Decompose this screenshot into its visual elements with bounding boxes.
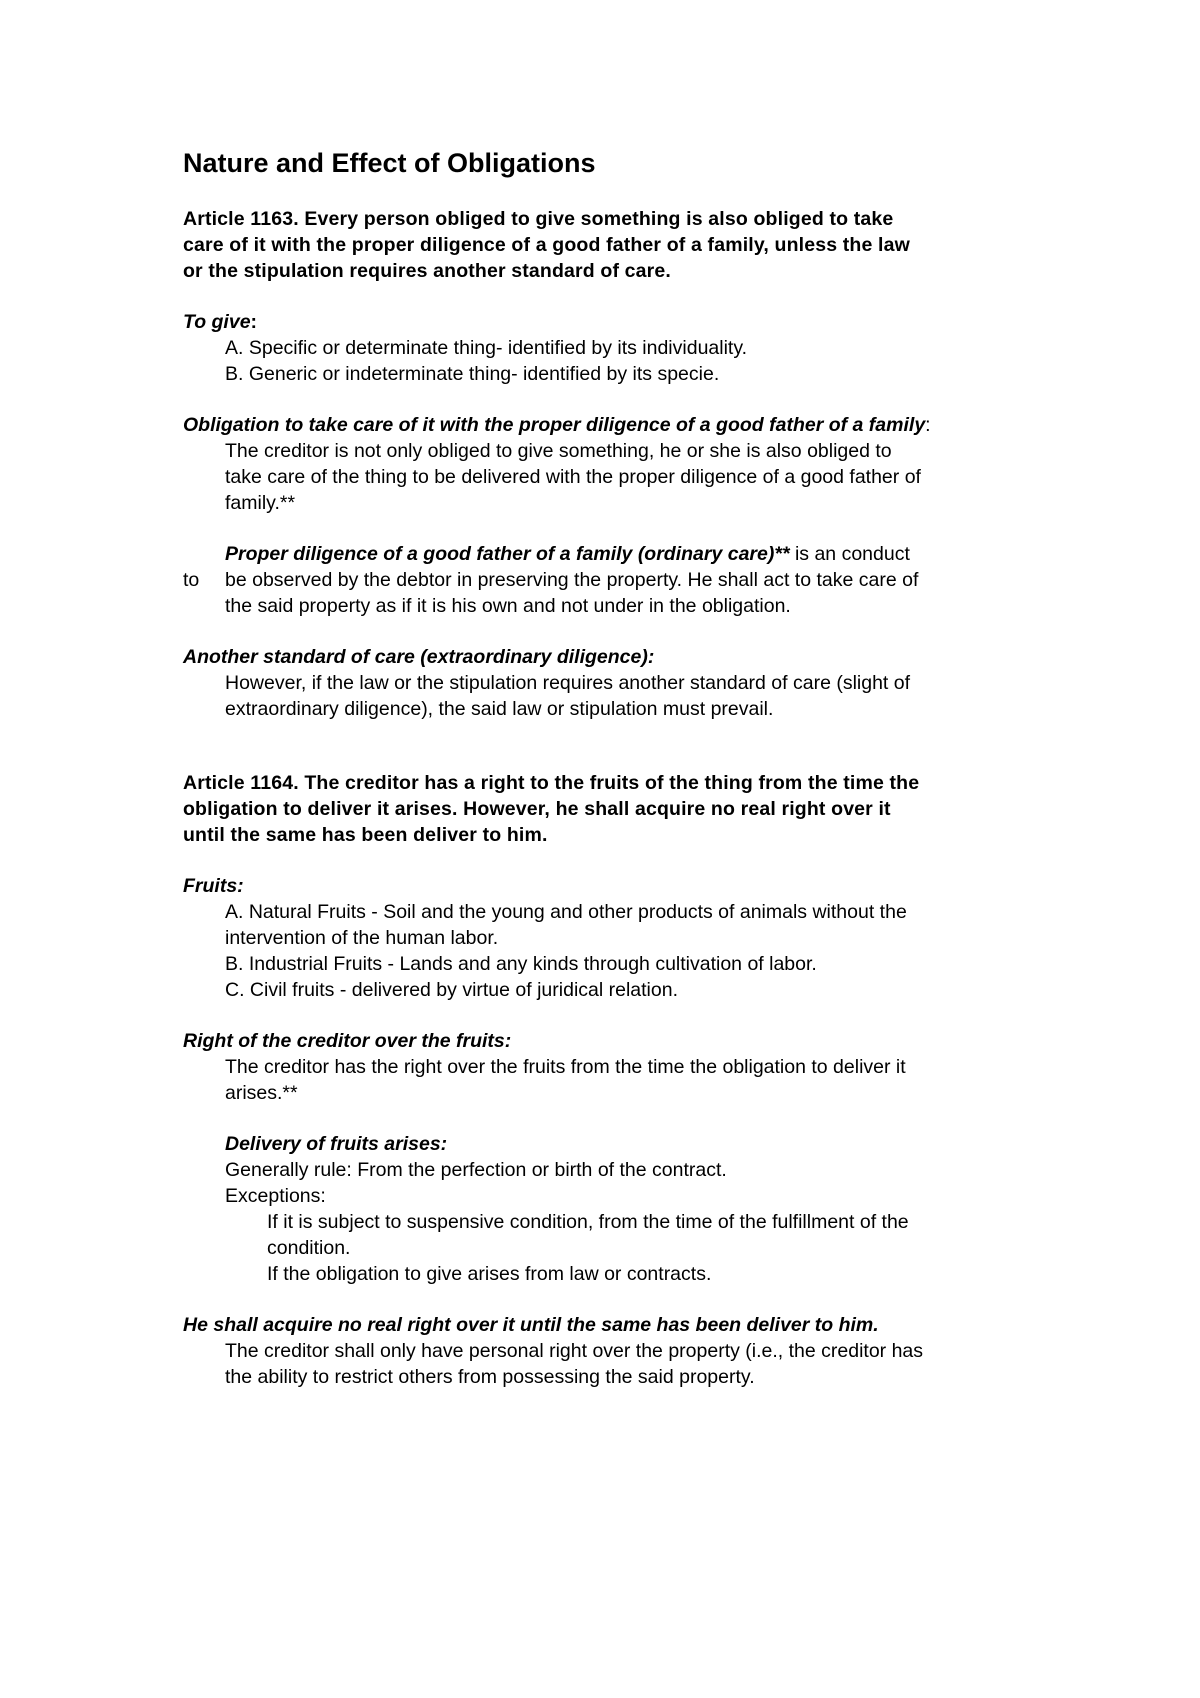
delivery-exception-1: If it is subject to suspensive condition, from the time of the fulfillment of the (267, 1211, 909, 1233)
no-real-right-line-1: The creditor shall only have personal right over the property (i.e., the creditor has (225, 1340, 924, 1362)
no-real-right-heading: He shall acquire no real right over it until the same has been deliver to him. (183, 1314, 879, 1336)
fruits-heading: Fruits: (183, 875, 244, 897)
proper-diligence-hang-word: to (183, 569, 200, 591)
obligation-care-heading (183, 412, 931, 438)
article-1163-line-2: care of it with the proper diligence of a good father of a family, unless the law (183, 234, 910, 256)
to-give-heading (183, 309, 257, 335)
delivery-line-1: Generally rule: From the perfection or birth of the contract. (225, 1159, 727, 1181)
delivery-exception-2: condition. (267, 1237, 351, 1259)
delivery-heading: Delivery of fruits arises: (225, 1133, 448, 1155)
article-1164-line-1: Article 1164. The creditor has a right to the fruits of the thing from the time the (183, 772, 920, 794)
proper-diligence-rest: is an conduct (789, 543, 910, 565)
page-title: Nature and Effect of Obligations (183, 148, 596, 178)
obligation-care-heading-colon: : (925, 414, 931, 436)
no-real-right-line-2: the ability to restrict others from possessing the said property. (225, 1366, 755, 1388)
to-give-item-a: A. Specific or determinate thing- identified by its individuality. (225, 337, 748, 359)
another-standard-heading: Another standard of care (extraordinary diligence): (183, 646, 655, 668)
proper-diligence-line-2: be observed by the debtor in preserving the property. He shall act to take care of (225, 569, 919, 591)
right-creditor-line-2: arises.** (225, 1082, 298, 1104)
article-1164-line-3: until the same has been deliver to him. (183, 824, 548, 846)
article-1163-line-3: or the stipulation requires another standard of care. (183, 260, 671, 282)
proper-diligence-term: Proper diligence of a good father of a family (ordinary care)** (225, 543, 790, 565)
to-give-heading-colon: : (250, 311, 258, 333)
fruits-line-3: B. Industrial Fruits - Lands and any kinds through cultivation of labor. (225, 953, 817, 975)
proper-diligence-line-1 (225, 541, 910, 567)
to-give-heading-text: To give (183, 311, 251, 333)
delivery-line-2: Exceptions: (225, 1185, 326, 1207)
article-1163-line-1: Article 1163. Every person obliged to give something is also obliged to take (183, 208, 894, 230)
another-standard-line-1: However, if the law or the stipulation requires another standard of care (slight of (225, 672, 911, 694)
fruits-line-4: C. Civil fruits - delivered by virtue of juridical relation. (225, 979, 678, 1001)
to-give-item-b: B. Generic or indeterminate thing- identified by its specie. (225, 363, 720, 385)
fruits-line-2: intervention of the human labor. (225, 927, 499, 949)
article-1164-line-2: obligation to deliver it arises. However, he shall acquire no real right over it (183, 798, 891, 820)
obligation-care-line-2: take care of the thing to be delivered with the proper diligence of a good father of (225, 466, 921, 488)
right-creditor-line-1: The creditor has the right over the fruits from the time the obligation to deliver it (225, 1056, 906, 1078)
another-standard-line-2: extraordinary diligence), the said law or stipulation must prevail. (225, 698, 774, 720)
right-creditor-heading: Right of the creditor over the fruits: (183, 1030, 512, 1052)
obligation-care-line-1: The creditor is not only obliged to give something, he or she is also obliged to (225, 440, 892, 462)
obligation-care-heading-text: Obligation to take care of it with the proper diligence of a good father of a family (183, 414, 926, 436)
obligation-care-line-3: family.** (225, 492, 296, 514)
fruits-line-1: A. Natural Fruits - Soil and the young and other products of animals without the (225, 901, 907, 923)
proper-diligence-line-3: the said property as if it is his own and not under in the obligation. (225, 595, 791, 617)
delivery-exception-3: If the obligation to give arises from law or contracts. (267, 1263, 712, 1285)
